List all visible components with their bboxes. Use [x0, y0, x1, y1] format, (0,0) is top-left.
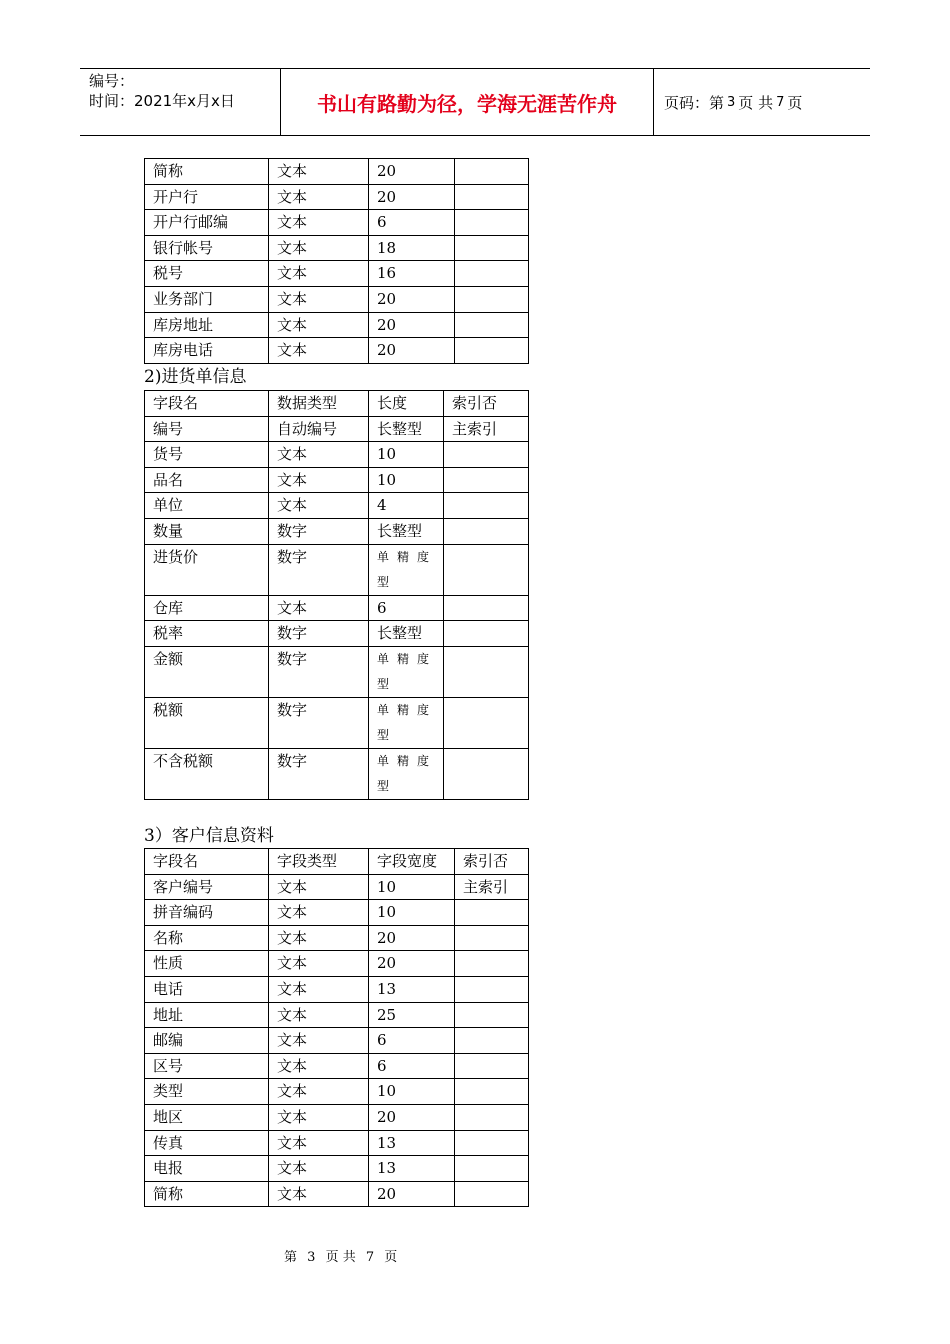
table-cell: 10 [369, 467, 444, 493]
table-row [145, 1104, 529, 1130]
table-cell [444, 697, 529, 748]
table-row [145, 1079, 529, 1105]
table-cell [444, 544, 529, 595]
table-cell [444, 646, 529, 697]
wrapped-cell-text: 单精度型 [377, 753, 438, 793]
table-cell: 地区 [145, 1104, 269, 1130]
table-cell: 税额 [145, 697, 269, 748]
table-row [145, 1002, 529, 1028]
table-cell: 文本 [269, 1079, 369, 1105]
table-cell: 税号 [145, 261, 269, 287]
table-cell: 10 [369, 442, 444, 468]
serial-label: 编号： [89, 72, 135, 90]
table-cell: 数字 [269, 544, 369, 595]
page-mid: 页 共 [738, 93, 774, 112]
page-prefix: 页码：第 [664, 93, 725, 112]
table-row [145, 925, 529, 951]
header-cell: 长度 [369, 391, 444, 417]
table-cell: 文本 [269, 312, 369, 338]
table-cell: 简称 [145, 1181, 269, 1207]
table-cell: 文本 [269, 1028, 369, 1054]
table-cell [444, 621, 529, 647]
table-cell: 20 [369, 951, 455, 977]
header-page-indicator [654, 69, 870, 135]
table-cell: 客户编号 [145, 874, 269, 900]
header-cell: 字段名 [145, 849, 269, 875]
table-cell: 文本 [269, 184, 369, 210]
table-cell: 数量 [145, 518, 269, 544]
table-row [145, 621, 529, 647]
table-row [145, 748, 529, 799]
page-footer [0, 1246, 950, 1265]
table-row [145, 595, 529, 621]
table-cell: 金额 [145, 646, 269, 697]
table-cell: 25 [369, 1002, 455, 1028]
page-suffix: 页 [787, 93, 803, 112]
table-row [145, 646, 529, 697]
table-cell: 自动编号 [269, 416, 369, 442]
table-cell: 进货价 [145, 544, 269, 595]
table-cell [455, 1181, 529, 1207]
table-bank-fields [144, 158, 529, 364]
table-cell [369, 646, 444, 697]
table-cell: 文本 [269, 493, 369, 519]
page-current: 3 [727, 94, 736, 110]
table-cell: 20 [369, 312, 455, 338]
table-row [145, 900, 529, 926]
table-cell [455, 976, 529, 1002]
table-cell: 10 [369, 900, 455, 926]
table-cell: 文本 [269, 338, 369, 364]
table-cell: 文本 [269, 1130, 369, 1156]
table-cell [369, 544, 444, 595]
table-cell: 13 [369, 976, 455, 1002]
table-purchase-order [144, 390, 529, 800]
table-row [145, 159, 529, 185]
table-cell: 仓库 [145, 595, 269, 621]
table-cell: 电报 [145, 1156, 269, 1182]
table-cell: 库房地址 [145, 312, 269, 338]
table-cell: 数字 [269, 646, 369, 697]
table-cell [444, 595, 529, 621]
table-cell [455, 1002, 529, 1028]
table-row [145, 874, 529, 900]
header-cell: 数据类型 [269, 391, 369, 417]
table-row [145, 442, 529, 468]
table-row [145, 518, 529, 544]
table-cell [444, 518, 529, 544]
table-cell [369, 748, 444, 799]
table-cell: 10 [369, 874, 455, 900]
table-cell: 20 [369, 184, 455, 210]
footer-current: 3 [307, 1250, 316, 1265]
table-cell [455, 1053, 529, 1079]
table-header-row [145, 849, 529, 875]
table-cell [369, 697, 444, 748]
table-cell [455, 900, 529, 926]
header-cell: 字段类型 [269, 849, 369, 875]
table-cell [455, 925, 529, 951]
table-cell: 文本 [269, 235, 369, 261]
table-row [145, 1181, 529, 1207]
table-cell: 区号 [145, 1053, 269, 1079]
table-row [145, 184, 529, 210]
table-cell: 拼音编码 [145, 900, 269, 926]
table-cell: 文本 [269, 261, 369, 287]
table-cell: 银行帐号 [145, 235, 269, 261]
table-cell [455, 1079, 529, 1105]
footer-prefix: 第 [284, 1250, 298, 1265]
table-cell: 数字 [269, 697, 369, 748]
table-cell: 主索引 [444, 416, 529, 442]
table-cell: 文本 [269, 286, 369, 312]
table-cell: 文本 [269, 1181, 369, 1207]
table-cell: 主索引 [455, 874, 529, 900]
table-cell: 业务部门 [145, 286, 269, 312]
table-cell: 文本 [269, 159, 369, 185]
wrapped-cell-text: 单精度型 [377, 702, 438, 742]
table-cell [455, 286, 529, 312]
table-cell: 20 [369, 1104, 455, 1130]
footer-total: 7 [365, 1250, 375, 1265]
table-cell: 13 [369, 1130, 455, 1156]
table-cell [455, 261, 529, 287]
table-cell: 品名 [145, 467, 269, 493]
wrapped-cell-text: 单精度型 [377, 549, 438, 589]
table-cell: 性质 [145, 951, 269, 977]
table-cell: 6 [369, 595, 444, 621]
table-cell: 文本 [269, 210, 369, 236]
table-cell: 传真 [145, 1130, 269, 1156]
table-cell: 13 [369, 1156, 455, 1182]
header-meta [80, 69, 281, 135]
table-cell: 地址 [145, 1002, 269, 1028]
wrapped-cell-text: 单精度型 [377, 651, 438, 691]
table-cell: 文本 [269, 874, 369, 900]
table-cell: 数字 [269, 518, 369, 544]
table-cell: 电话 [145, 976, 269, 1002]
table-cell: 文本 [269, 595, 369, 621]
table-cell: 10 [369, 1079, 455, 1105]
table-cell [455, 1156, 529, 1182]
table-cell: 开户行邮编 [145, 210, 269, 236]
table-cell: 长整型 [369, 518, 444, 544]
table-cell: 文本 [269, 1104, 369, 1130]
table-cell [455, 338, 529, 364]
table-cell [455, 951, 529, 977]
table-cell: 18 [369, 235, 455, 261]
table-cell [455, 1130, 529, 1156]
table-cell: 文本 [269, 951, 369, 977]
table-cell: 数字 [269, 748, 369, 799]
table-cell: 长整型 [369, 621, 444, 647]
table-cell [455, 312, 529, 338]
table-cell [444, 493, 529, 519]
header-cell: 索引否 [444, 391, 529, 417]
table-row [145, 261, 529, 287]
table-cell: 开户行 [145, 184, 269, 210]
table-cell: 文本 [269, 900, 369, 926]
table-cell: 文本 [269, 925, 369, 951]
table-row [145, 697, 529, 748]
header-motto: 书山有路勤为径，学海无涯苦作舟 [281, 69, 654, 135]
table-row [145, 1028, 529, 1054]
table-cell [455, 159, 529, 185]
table-cell: 长整型 [369, 416, 444, 442]
table-cell: 6 [369, 210, 455, 236]
table-cell: 库房电话 [145, 338, 269, 364]
header-cell: 索引否 [455, 849, 529, 875]
table-cell: 编号 [145, 416, 269, 442]
table-row [145, 1130, 529, 1156]
table-cell: 税率 [145, 621, 269, 647]
page-header [80, 68, 870, 136]
table-cell: 文本 [269, 1053, 369, 1079]
table-cell: 20 [369, 1181, 455, 1207]
table-cell: 文本 [269, 442, 369, 468]
table-cell: 文本 [269, 467, 369, 493]
table-cell: 20 [369, 338, 455, 364]
table-cell: 数字 [269, 621, 369, 647]
table-row [145, 1053, 529, 1079]
table-row [145, 416, 529, 442]
table-cell [455, 210, 529, 236]
table-row [145, 951, 529, 977]
table-header-row [145, 391, 529, 417]
table-cell: 文本 [269, 1156, 369, 1182]
table-cell: 6 [369, 1053, 455, 1079]
table-cell: 4 [369, 493, 444, 519]
table-row [145, 544, 529, 595]
table-cell: 货号 [145, 442, 269, 468]
table-cell [455, 235, 529, 261]
table-cell: 文本 [269, 976, 369, 1002]
table-cell [455, 1028, 529, 1054]
table-cell: 6 [369, 1028, 455, 1054]
table-cell: 简称 [145, 159, 269, 185]
page-total: 7 [776, 94, 785, 110]
table-cell [455, 184, 529, 210]
table-row [145, 467, 529, 493]
time-label: 时间：2021年x月x日 [89, 92, 235, 110]
table-row [145, 976, 529, 1002]
table-cell [444, 442, 529, 468]
table-cell: 类型 [145, 1079, 269, 1105]
table-cell: 20 [369, 925, 455, 951]
table-customer-info [144, 848, 529, 1207]
table-cell: 单位 [145, 493, 269, 519]
section-title-customer: 3）客户信息资料 [144, 826, 274, 846]
table-cell: 16 [369, 261, 455, 287]
table-cell [444, 748, 529, 799]
table-cell: 不含税额 [145, 748, 269, 799]
table-cell [455, 1104, 529, 1130]
table-row [145, 338, 529, 364]
table-row [145, 286, 529, 312]
footer-suffix: 页 [384, 1250, 398, 1265]
table-row [145, 210, 529, 236]
table-row [145, 1156, 529, 1182]
table-cell: 20 [369, 286, 455, 312]
header-cell: 字段名 [145, 391, 269, 417]
table-row [145, 235, 529, 261]
table-cell: 邮编 [145, 1028, 269, 1054]
header-cell: 字段宽度 [369, 849, 455, 875]
section-title-purchase: 2)进货单信息 [144, 367, 247, 387]
table-row [145, 493, 529, 519]
table-cell: 20 [369, 159, 455, 185]
table-cell [444, 467, 529, 493]
table-cell: 文本 [269, 1002, 369, 1028]
table-row [145, 312, 529, 338]
table-cell: 名称 [145, 925, 269, 951]
footer-mid: 页 共 [325, 1250, 356, 1265]
